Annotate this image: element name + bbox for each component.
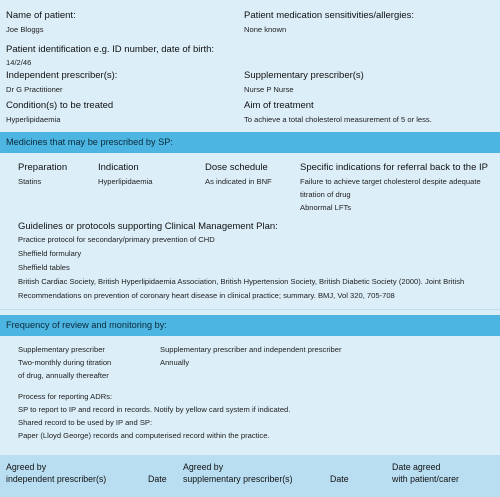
col-indication-label: Indication: [98, 162, 139, 173]
condition-label: Condition(s) to be treated: [6, 100, 114, 111]
independent-prescriber-value: Dr G Practitioner: [6, 85, 63, 94]
col-dose-label: Dose schedule: [205, 162, 268, 173]
adr-value: SP to report to IP and record in records. Notify by yellow card system if indicated.: [18, 405, 291, 414]
adr-label: Process for reporting ADRs:: [18, 392, 113, 401]
agreed-ip-line-2: independent prescriber(s): [6, 474, 107, 484]
patient-name-label: Name of patient:: [6, 10, 76, 21]
review-header-band: [0, 315, 500, 336]
aim-label: Aim of treatment: [244, 100, 314, 111]
review-both-frequency: Annually: [160, 358, 190, 367]
medicines-header-band: [0, 132, 500, 153]
guidelines-label: Guidelines or protocols supporting Clinical Management Plan:: [18, 221, 278, 232]
review-header: Frequency of review and monitoring by:: [6, 320, 167, 330]
date-ip-label: Date: [148, 474, 167, 484]
guideline-line-4: British Cardiac Society, British Hyperlipidaemia Association, British Hypertension Society, British Diabetic Society (2000). Joint British: [18, 277, 465, 286]
referral-line-1: Failure to achieve target cholesterol despite adequate: [300, 177, 481, 186]
shared-record-label: Shared record to be used by IP and SP:: [18, 418, 153, 427]
aim-value: To achieve a total cholesterol measurement of 5 or less.: [244, 115, 432, 124]
section-divider: [0, 309, 500, 310]
supplementary-prescriber-value: Nurse P Nurse: [244, 85, 294, 94]
guideline-line-2: Sheffield formulary: [18, 249, 82, 258]
preparation-value: Statins: [18, 177, 42, 186]
review-both-label: Supplementary prescriber and independent prescriber: [160, 345, 342, 354]
indication-value: Hyperlipidaemia: [98, 177, 153, 186]
referral-line-3: Abnormal LFTs: [300, 203, 352, 212]
patient-id-label: Patient identification e.g. ID number, date of birth:: [6, 44, 215, 55]
review-sp-frequency-1: Two-monthly during titration: [18, 358, 112, 367]
patient-name-value: Joe Bloggs: [6, 25, 44, 34]
agreed-sp-line-2: supplementary prescriber(s): [183, 474, 293, 484]
col-referral-label: Specific indications for referral back to the IP: [300, 162, 488, 173]
sensitivities-label: Patient medication sensitivities/allergies:: [244, 10, 415, 21]
sensitivities-value: None known: [244, 25, 287, 34]
col-preparation-label: Preparation: [18, 162, 68, 173]
dose-value: As indicated in BNF: [205, 177, 272, 186]
agreed-ip-line-1: Agreed by: [6, 462, 47, 472]
referral-line-2: titration of drug: [300, 190, 351, 199]
patient-id-value: 14/2/46: [6, 58, 32, 67]
agreed-sp-line-1: Agreed by: [183, 462, 224, 472]
supplementary-prescriber-label: Supplementary prescriber(s): [244, 70, 364, 81]
guideline-line-1: Practice protocol for secondary/primary prevention of CHD: [18, 235, 215, 244]
independent-prescriber-label: Independent prescriber(s):: [6, 70, 118, 81]
agreed-patient-line-2: with patient/carer: [392, 474, 459, 484]
guideline-line-5: Recommendations on prevention of coronary heart disease in clinical practice; summary. BMJ, Vol 320, 705-708: [18, 291, 395, 300]
condition-value: Hyperlipidaemia: [6, 115, 61, 124]
agreed-patient-line-1: Date agreed: [392, 462, 441, 472]
guideline-line-3: Sheffield tables: [18, 263, 70, 272]
shared-record-value: Paper (Lloyd George) records and computerised record within the practice.: [18, 431, 270, 440]
medicines-header: Medicines that may be prescribed by SP:: [6, 137, 173, 147]
review-sp-label: Supplementary prescriber: [18, 345, 105, 354]
review-sp-frequency-2: of drug, annually thereafter: [18, 371, 109, 380]
date-sp-label: Date: [330, 474, 349, 484]
